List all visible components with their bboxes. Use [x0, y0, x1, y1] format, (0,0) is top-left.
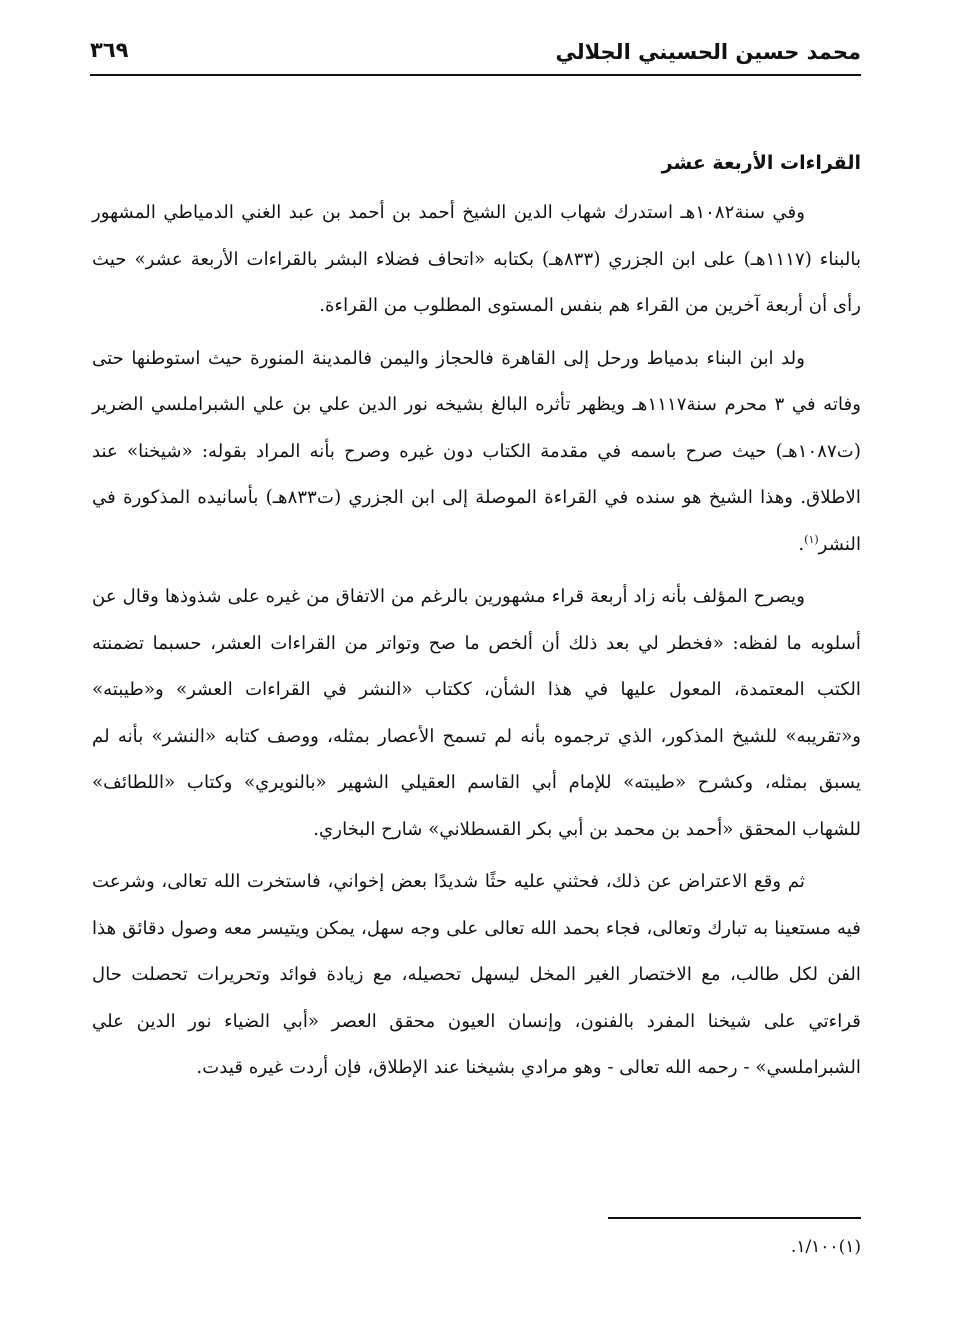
running-header — [90, 30, 861, 76]
header-title: محمد حسين الحسيني الجلالي — [555, 40, 861, 64]
footnote-rule — [608, 1217, 861, 1219]
header-rule — [90, 74, 861, 76]
paragraph-2-text: ولد ابن البناء بدمياط ورحل إلى القاهرة فالحجاز واليمن فالمدينة المنورة حيث استوطنها حتى وفاته في ٣ محرم سنة١١١٧هـ ويظهر تأثره البالغ بشيخه نور الدين علي بن علي الشبراملسي الضرير (ت١٠٨٧هـ) حيث صرح باسمه في مقدمة الكتاب دون غيره وصرح بأنه المراد بقوله: «شيخنا» عند الاطلاق. وهذا الشيخ هو سنده في القراءة الموصلة إلى ابن الجزري (ت٨٣٣هـ) بأسانيده المذكورة في النشر — [92, 347, 861, 555]
paragraph-2 — [92, 336, 861, 569]
footnote-reference[interactable]: (١) — [804, 532, 819, 546]
paragraph-3: ويصرح المؤلف بأنه زاد أربعة قراء مشهورين بالرغم من الاتفاق من غيره على شذوذها وقال عن أسلوبه ما لفظه: «فخطر لي بعد ذلك أن ألخص ما صح وتواتر من القراءات العشر، حسبما تضمنته الكتب المعتمدة، المعول عليها في هذا الشأن، ككتاب «النشر في القراءات العشر» و«طيبته» و«تقريبه» للشيخ المذكور، الذي ترجموه بأنه لم تسمح الأعصار بمثله، ووصف كتابه «النشر» بأنه لم يسبق بمثله، وكشرح «طيبته» للإمام أبي القاسم العقيلي الشهير «بالنويري» وكتاب «اللطائف» للشهاب المحقق «أحمد بن محمد بن أبي بكر القسطلاني» شارح البخاري. — [92, 586, 861, 840]
footnote: (١)١/١٠٠. — [790, 1237, 861, 1257]
paragraph-1: وفي سنة١٠٨٢هـ استدرك شهاب الدين الشيخ أحمد بن أحمد بن عبد الغني الدمياطي المشهور بالبناء (١١١٧هـ) على ابن الجزري (٨٣٣هـ) بكتابه «اتحاف فضلاء البشر بالقراءات الأربعة عشر» حيث رأى أن أربعة آخرين من القراء هم بنفس المستوى المطلوب من القراءة. — [92, 202, 862, 316]
page-body — [92, 148, 861, 1098]
paragraph-4: ثم وقع الاعتراض عن ذلك، فحثني عليه حثًا شديدًا بعض إخواني، فاستخرت الله تعالى، وشرعت فيه مستعينا به تبارك وتعالى، فجاء بحمد الله تعالى على وجه سهل، يمكن ويتيسر معه وصول دقائق هذا الفن لكل طالب، مع الاختصار الغير المخل ليسهل تحصيله، مع زيادة فوائد وتحريرات تحصلت حال قراءتي على شيخنا المفرد بالفنون، وإنسان العيون محقق العصر «أبي الضياء نور الدين علي الشبراملسي» - رحمه الله تعالى - وهو مرادي بشيخنا عند الإطلاق، فإن أردت غيره قيدت. — [92, 871, 861, 1078]
paragraph-2-end: . — [798, 533, 805, 555]
section-heading: القراءات الأربعة عشر — [661, 152, 861, 174]
page-number: ٣٦٩ — [90, 38, 129, 62]
